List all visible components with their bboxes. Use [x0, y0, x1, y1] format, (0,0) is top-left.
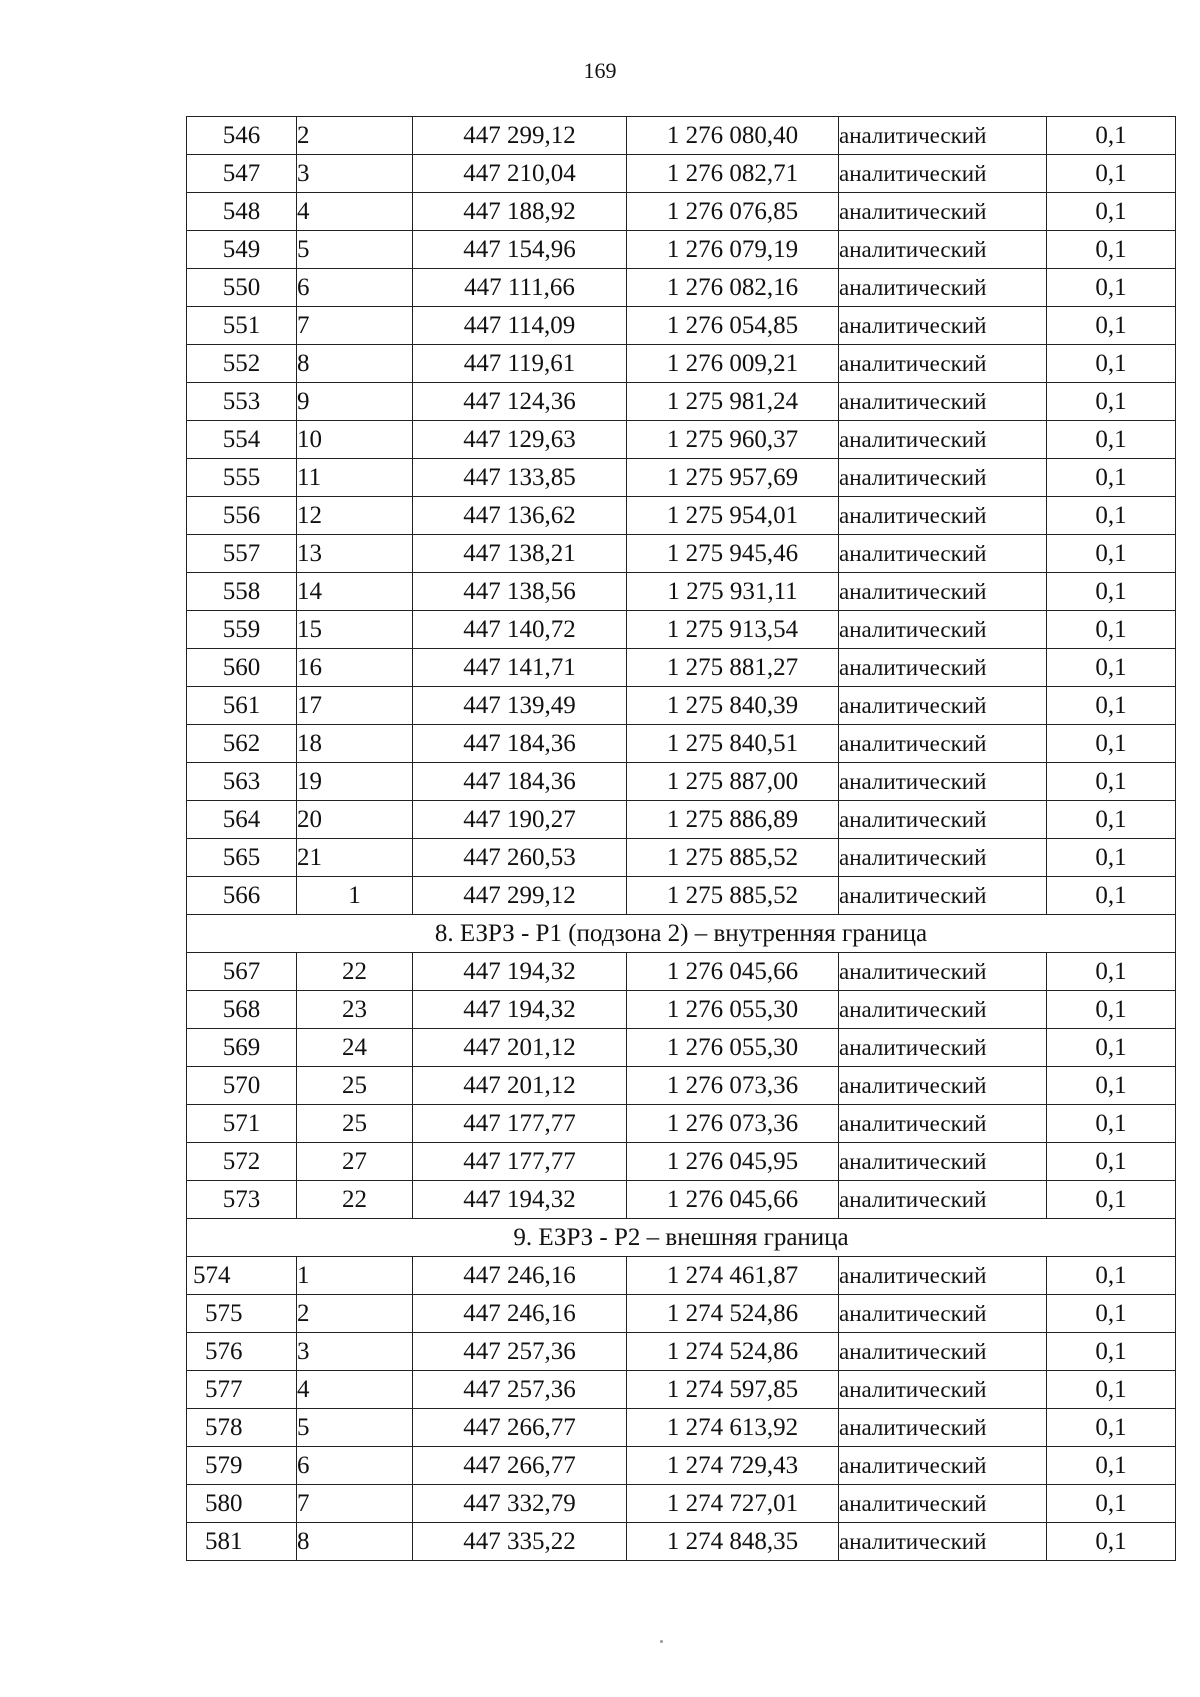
accuracy-cell: 0,1: [1047, 269, 1176, 307]
method-cell: аналитический: [839, 497, 1047, 535]
method-cell: аналитический: [839, 1029, 1047, 1067]
point-number-cell: 22: [297, 1181, 413, 1219]
y-coordinate-cell: 1 276 045,66: [627, 953, 839, 991]
method-cell: аналитический: [839, 763, 1047, 801]
point-number-cell: 11: [297, 459, 413, 497]
point-number-cell: 18: [297, 725, 413, 763]
x-coordinate-cell: 447 136,62: [413, 497, 627, 535]
method-cell: аналитический: [839, 1523, 1047, 1561]
section-title: 9. ЕЗРЗ - Р2 – внешняя граница: [187, 1219, 1176, 1257]
y-coordinate-cell: 1 276 079,19: [627, 231, 839, 269]
table-row: [187, 307, 1176, 345]
y-coordinate-cell: 1 274 727,01: [627, 1485, 839, 1523]
accuracy-cell: 0,1: [1047, 383, 1176, 421]
point-number-cell: 1: [297, 877, 413, 915]
y-coordinate-cell: 1 275 957,69: [627, 459, 839, 497]
method-cell: аналитический: [839, 1257, 1047, 1295]
table-row: [187, 1143, 1176, 1181]
x-coordinate-cell: 447 154,96: [413, 231, 627, 269]
row-number-cell: 549: [187, 231, 297, 269]
accuracy-cell: 0,1: [1047, 1333, 1176, 1371]
row-number-cell: 550: [187, 269, 297, 307]
x-coordinate-cell: 447 246,16: [413, 1257, 627, 1295]
x-coordinate-cell: 447 140,72: [413, 611, 627, 649]
row-number-cell: 560: [187, 649, 297, 687]
y-coordinate-cell: 1 276 073,36: [627, 1105, 839, 1143]
point-number-cell: 16: [297, 649, 413, 687]
row-number-cell: 551: [187, 307, 297, 345]
y-coordinate-cell: 1 275 981,24: [627, 383, 839, 421]
table-row: [187, 1067, 1176, 1105]
y-coordinate-cell: 1 276 073,36: [627, 1067, 839, 1105]
accuracy-cell: 0,1: [1047, 573, 1176, 611]
table-row: [187, 535, 1176, 573]
x-coordinate-cell: 447 141,71: [413, 649, 627, 687]
row-number-cell: 567: [187, 953, 297, 991]
accuracy-cell: 0,1: [1047, 421, 1176, 459]
x-coordinate-cell: 447 184,36: [413, 725, 627, 763]
method-cell: аналитический: [839, 535, 1047, 573]
accuracy-cell: 0,1: [1047, 193, 1176, 231]
x-coordinate-cell: 447 201,12: [413, 1067, 627, 1105]
row-number-cell: 575: [187, 1295, 297, 1333]
method-cell: аналитический: [839, 307, 1047, 345]
accuracy-cell: 0,1: [1047, 117, 1176, 155]
accuracy-cell: 0,1: [1047, 877, 1176, 915]
accuracy-cell: 0,1: [1047, 497, 1176, 535]
row-number-cell: 565: [187, 839, 297, 877]
y-coordinate-cell: 1 275 840,51: [627, 725, 839, 763]
accuracy-cell: 0,1: [1047, 1181, 1176, 1219]
point-number-cell: 7: [297, 307, 413, 345]
x-coordinate-cell: 447 335,22: [413, 1523, 627, 1561]
accuracy-cell: 0,1: [1047, 1105, 1176, 1143]
x-coordinate-cell: 447 190,27: [413, 801, 627, 839]
point-number-cell: 24: [297, 1029, 413, 1067]
accuracy-cell: 0,1: [1047, 459, 1176, 497]
y-coordinate-cell: 1 275 913,54: [627, 611, 839, 649]
y-coordinate-cell: 1 276 045,95: [627, 1143, 839, 1181]
row-number-cell: 569: [187, 1029, 297, 1067]
y-coordinate-cell: 1 275 840,39: [627, 687, 839, 725]
point-number-cell: 19: [297, 763, 413, 801]
y-coordinate-cell: 1 275 885,52: [627, 877, 839, 915]
accuracy-cell: 0,1: [1047, 801, 1176, 839]
accuracy-cell: 0,1: [1047, 1371, 1176, 1409]
section-header-row: [187, 915, 1176, 953]
point-number-cell: 27: [297, 1143, 413, 1181]
y-coordinate-cell: 1 276 082,16: [627, 269, 839, 307]
y-coordinate-cell: 1 276 082,71: [627, 155, 839, 193]
accuracy-cell: 0,1: [1047, 649, 1176, 687]
row-number-cell: 552: [187, 345, 297, 383]
row-number-cell: 563: [187, 763, 297, 801]
row-number-cell: 564: [187, 801, 297, 839]
table-row: [187, 117, 1176, 155]
point-number-cell: 25: [297, 1105, 413, 1143]
accuracy-cell: 0,1: [1047, 611, 1176, 649]
accuracy-cell: 0,1: [1047, 763, 1176, 801]
accuracy-cell: 0,1: [1047, 1409, 1176, 1447]
method-cell: аналитический: [839, 117, 1047, 155]
method-cell: аналитический: [839, 155, 1047, 193]
row-number-cell: 559: [187, 611, 297, 649]
row-number-cell: 578: [187, 1409, 297, 1447]
table-row: [187, 839, 1176, 877]
y-coordinate-cell: 1 274 524,86: [627, 1295, 839, 1333]
accuracy-cell: 0,1: [1047, 1485, 1176, 1523]
method-cell: аналитический: [839, 801, 1047, 839]
method-cell: аналитический: [839, 687, 1047, 725]
y-coordinate-cell: 1 274 729,43: [627, 1447, 839, 1485]
point-number-cell: 10: [297, 421, 413, 459]
table-row: [187, 155, 1176, 193]
y-coordinate-cell: 1 274 848,35: [627, 1523, 839, 1561]
point-number-cell: 20: [297, 801, 413, 839]
method-cell: аналитический: [839, 193, 1047, 231]
y-coordinate-cell: 1 275 960,37: [627, 421, 839, 459]
row-number-cell: 577: [187, 1371, 297, 1409]
row-number-cell: 546: [187, 117, 297, 155]
method-cell: аналитический: [839, 725, 1047, 763]
row-number-cell: 574: [187, 1257, 297, 1295]
method-cell: аналитический: [839, 1143, 1047, 1181]
x-coordinate-cell: 447 139,49: [413, 687, 627, 725]
row-number-cell: 570: [187, 1067, 297, 1105]
table-row: [187, 763, 1176, 801]
point-number-cell: 8: [297, 1523, 413, 1561]
x-coordinate-cell: 447 188,92: [413, 193, 627, 231]
method-cell: аналитический: [839, 1333, 1047, 1371]
row-number-cell: 547: [187, 155, 297, 193]
table-row: [187, 611, 1176, 649]
point-number-cell: 9: [297, 383, 413, 421]
row-number-cell: 571: [187, 1105, 297, 1143]
x-coordinate-cell: 447 177,77: [413, 1105, 627, 1143]
y-coordinate-cell: 1 276 076,85: [627, 193, 839, 231]
x-coordinate-cell: 447 201,12: [413, 1029, 627, 1067]
row-number-cell: 553: [187, 383, 297, 421]
table-row: [187, 1029, 1176, 1067]
accuracy-cell: 0,1: [1047, 155, 1176, 193]
coordinates-table-body: [187, 117, 1176, 1561]
row-number-cell: 572: [187, 1143, 297, 1181]
point-number-cell: 17: [297, 687, 413, 725]
x-coordinate-cell: 447 299,12: [413, 117, 627, 155]
x-coordinate-cell: 447 194,32: [413, 991, 627, 1029]
table-row: [187, 1447, 1176, 1485]
point-number-cell: 15: [297, 611, 413, 649]
accuracy-cell: 0,1: [1047, 535, 1176, 573]
row-number-cell: 556: [187, 497, 297, 535]
row-number-cell: 566: [187, 877, 297, 915]
x-coordinate-cell: 447 266,77: [413, 1409, 627, 1447]
accuracy-cell: 0,1: [1047, 839, 1176, 877]
row-number-cell: 555: [187, 459, 297, 497]
table-row: [187, 877, 1176, 915]
table-row: [187, 801, 1176, 839]
y-coordinate-cell: 1 275 887,00: [627, 763, 839, 801]
accuracy-cell: 0,1: [1047, 1295, 1176, 1333]
y-coordinate-cell: 1 275 945,46: [627, 535, 839, 573]
x-coordinate-cell: 447 124,36: [413, 383, 627, 421]
row-number-cell: 568: [187, 991, 297, 1029]
point-number-cell: 2: [297, 117, 413, 155]
y-coordinate-cell: 1 275 931,11: [627, 573, 839, 611]
accuracy-cell: 0,1: [1047, 1143, 1176, 1181]
table-row: [187, 991, 1176, 1029]
method-cell: аналитический: [839, 421, 1047, 459]
x-coordinate-cell: 447 260,53: [413, 839, 627, 877]
table-row: [187, 1105, 1176, 1143]
point-number-cell: 8: [297, 345, 413, 383]
table-row: [187, 1333, 1176, 1371]
accuracy-cell: 0,1: [1047, 345, 1176, 383]
method-cell: аналитический: [839, 1371, 1047, 1409]
table-row: [187, 269, 1176, 307]
y-coordinate-cell: 1 275 885,52: [627, 839, 839, 877]
accuracy-cell: 0,1: [1047, 687, 1176, 725]
method-cell: аналитический: [839, 839, 1047, 877]
x-coordinate-cell: 447 194,32: [413, 1181, 627, 1219]
method-cell: аналитический: [839, 345, 1047, 383]
x-coordinate-cell: 447 177,77: [413, 1143, 627, 1181]
y-coordinate-cell: 1 274 524,86: [627, 1333, 839, 1371]
method-cell: аналитический: [839, 1067, 1047, 1105]
y-coordinate-cell: 1 274 461,87: [627, 1257, 839, 1295]
x-coordinate-cell: 447 138,21: [413, 535, 627, 573]
method-cell: аналитический: [839, 649, 1047, 687]
accuracy-cell: 0,1: [1047, 991, 1176, 1029]
table-row: [187, 687, 1176, 725]
point-number-cell: 7: [297, 1485, 413, 1523]
table-row: [187, 573, 1176, 611]
y-coordinate-cell: 1 276 080,40: [627, 117, 839, 155]
point-number-cell: 4: [297, 193, 413, 231]
point-number-cell: 3: [297, 155, 413, 193]
y-coordinate-cell: 1 275 954,01: [627, 497, 839, 535]
table-row: [187, 459, 1176, 497]
point-number-cell: 2: [297, 1295, 413, 1333]
y-coordinate-cell: 1 276 055,30: [627, 991, 839, 1029]
row-number-cell: 548: [187, 193, 297, 231]
table-row: [187, 1523, 1176, 1561]
table-row: [187, 1409, 1176, 1447]
method-cell: аналитический: [839, 1105, 1047, 1143]
section-header-row: [187, 1219, 1176, 1257]
row-number-cell: 558: [187, 573, 297, 611]
method-cell: аналитический: [839, 231, 1047, 269]
scan-speck: [660, 1640, 663, 1643]
method-cell: аналитический: [839, 1409, 1047, 1447]
point-number-cell: 25: [297, 1067, 413, 1105]
accuracy-cell: 0,1: [1047, 1447, 1176, 1485]
row-number-cell: 561: [187, 687, 297, 725]
table-row: [187, 725, 1176, 763]
row-number-cell: 573: [187, 1181, 297, 1219]
point-number-cell: 22: [297, 953, 413, 991]
point-number-cell: 6: [297, 269, 413, 307]
x-coordinate-cell: 447 129,63: [413, 421, 627, 459]
point-number-cell: 21: [297, 839, 413, 877]
x-coordinate-cell: 447 210,04: [413, 155, 627, 193]
accuracy-cell: 0,1: [1047, 1029, 1176, 1067]
method-cell: аналитический: [839, 1295, 1047, 1333]
x-coordinate-cell: 447 332,79: [413, 1485, 627, 1523]
table-row: [187, 345, 1176, 383]
x-coordinate-cell: 447 138,56: [413, 573, 627, 611]
point-number-cell: 13: [297, 535, 413, 573]
x-coordinate-cell: 447 184,36: [413, 763, 627, 801]
accuracy-cell: 0,1: [1047, 953, 1176, 991]
x-coordinate-cell: 447 299,12: [413, 877, 627, 915]
accuracy-cell: 0,1: [1047, 1523, 1176, 1561]
table-row: [187, 1485, 1176, 1523]
point-number-cell: 5: [297, 231, 413, 269]
table-row: [187, 1371, 1176, 1409]
method-cell: аналитический: [839, 1447, 1047, 1485]
accuracy-cell: 0,1: [1047, 725, 1176, 763]
method-cell: аналитический: [839, 611, 1047, 649]
method-cell: аналитический: [839, 1485, 1047, 1523]
method-cell: аналитический: [839, 459, 1047, 497]
accuracy-cell: 0,1: [1047, 307, 1176, 345]
x-coordinate-cell: 447 257,36: [413, 1333, 627, 1371]
page-number: 169: [583, 58, 617, 83]
method-cell: аналитический: [839, 383, 1047, 421]
y-coordinate-cell: 1 274 597,85: [627, 1371, 839, 1409]
row-number-cell: 579: [187, 1447, 297, 1485]
point-number-cell: 6: [297, 1447, 413, 1485]
table-row: [187, 383, 1176, 421]
row-number-cell: 557: [187, 535, 297, 573]
row-number-cell: 562: [187, 725, 297, 763]
point-number-cell: 12: [297, 497, 413, 535]
method-cell: аналитический: [839, 953, 1047, 991]
method-cell: аналитический: [839, 991, 1047, 1029]
table-row: [187, 193, 1176, 231]
point-number-cell: 3: [297, 1333, 413, 1371]
table-row: [187, 649, 1176, 687]
y-coordinate-cell: 1 274 613,92: [627, 1409, 839, 1447]
row-number-cell: 576: [187, 1333, 297, 1371]
table-row: [187, 231, 1176, 269]
method-cell: аналитический: [839, 877, 1047, 915]
row-number-cell: 581: [187, 1523, 297, 1561]
method-cell: аналитический: [839, 1181, 1047, 1219]
method-cell: аналитический: [839, 573, 1047, 611]
method-cell: аналитический: [839, 269, 1047, 307]
table-row: [187, 1295, 1176, 1333]
coordinates-table: [186, 116, 1176, 1561]
accuracy-cell: 0,1: [1047, 1067, 1176, 1105]
point-number-cell: 14: [297, 573, 413, 611]
x-coordinate-cell: 447 119,61: [413, 345, 627, 383]
accuracy-cell: 0,1: [1047, 1257, 1176, 1295]
table-row: [187, 1181, 1176, 1219]
point-number-cell: 23: [297, 991, 413, 1029]
point-number-cell: 1: [297, 1257, 413, 1295]
row-number-cell: 580: [187, 1485, 297, 1523]
table-row: [187, 497, 1176, 535]
x-coordinate-cell: 447 133,85: [413, 459, 627, 497]
y-coordinate-cell: 1 276 009,21: [627, 345, 839, 383]
point-number-cell: 4: [297, 1371, 413, 1409]
y-coordinate-cell: 1 276 055,30: [627, 1029, 839, 1067]
table-row: [187, 1257, 1176, 1295]
section-title: 8. ЕЗРЗ - Р1 (подзона 2) – внутренняя граница: [187, 915, 1176, 953]
accuracy-cell: 0,1: [1047, 231, 1176, 269]
x-coordinate-cell: 447 266,77: [413, 1447, 627, 1485]
x-coordinate-cell: 447 111,66: [413, 269, 627, 307]
x-coordinate-cell: 447 246,16: [413, 1295, 627, 1333]
y-coordinate-cell: 1 276 045,66: [627, 1181, 839, 1219]
x-coordinate-cell: 447 194,32: [413, 953, 627, 991]
row-number-cell: 554: [187, 421, 297, 459]
y-coordinate-cell: 1 275 881,27: [627, 649, 839, 687]
point-number-cell: 5: [297, 1409, 413, 1447]
x-coordinate-cell: 447 114,09: [413, 307, 627, 345]
table-row: [187, 421, 1176, 459]
y-coordinate-cell: 1 276 054,85: [627, 307, 839, 345]
y-coordinate-cell: 1 275 886,89: [627, 801, 839, 839]
x-coordinate-cell: 447 257,36: [413, 1371, 627, 1409]
table-row: [187, 953, 1176, 991]
